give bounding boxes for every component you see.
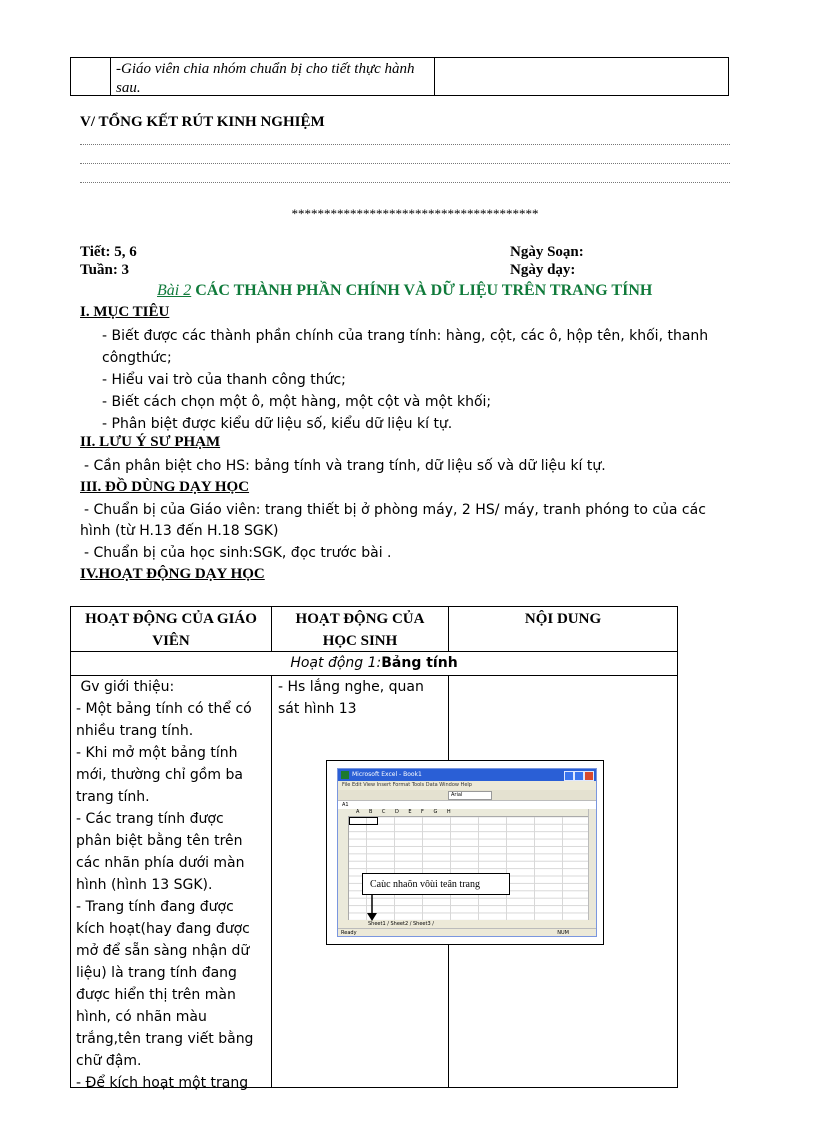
header-gv-line: VIÊN xyxy=(152,633,190,649)
hs-line: sát hình 13 xyxy=(278,701,357,717)
dotted-line xyxy=(80,182,730,183)
table-divider xyxy=(271,675,272,1087)
excel-window-title: Microsoft Excel - Book1 xyxy=(352,771,422,778)
do-dung-line: hình (từ H.13 đến H.18 SGK) xyxy=(80,523,279,539)
do-dung-heading: III. ĐỒ DÙNG DẠY HỌC xyxy=(80,479,250,495)
sheet-tab-callout: Caùc nhaõn vôùi teân trang xyxy=(362,873,510,895)
do-dung-line: - Chuẩn bị của học sinh:SGK, đọc trước bài . xyxy=(84,545,392,561)
excel-status-right: NUM xyxy=(557,930,569,936)
minimize-icon xyxy=(564,771,574,781)
gv-line: mới, thường chỉ gồm ba xyxy=(76,767,243,783)
excel-status-bar xyxy=(338,928,597,937)
top-table xyxy=(70,57,729,96)
excel-row-headers xyxy=(338,816,349,920)
hs-line: - Hs lắng nghe, quan xyxy=(278,679,424,695)
tiet-label: Tiết: 5, 6 xyxy=(80,244,137,260)
excel-status-left: Ready xyxy=(341,930,357,936)
maximize-icon xyxy=(574,771,584,781)
gv-line: - Một bảng tính có thể có xyxy=(76,701,252,717)
header-gv-line: HOẠT ĐỘNG CỦA GIÁO xyxy=(85,611,257,627)
gv-line: - Trang tính đang được xyxy=(76,899,234,915)
header-hs-line: HOẠT ĐỘNG CỦA xyxy=(295,611,425,627)
gv-line: - Để kích hoạt một trang xyxy=(76,1075,249,1091)
section-5-title: V/ TỔNG KẾT RÚT KINH NGHIỆM xyxy=(80,114,325,130)
gv-line: các nhãn phía dưới màn xyxy=(76,855,245,871)
luu-y-heading: II. LƯU Ý SƯ PHẠM xyxy=(80,434,221,450)
excel-column-labels: A B C D E F G H xyxy=(356,809,451,815)
tuan-label: Tuần: 3 xyxy=(80,262,130,278)
gv-line: nhiều trang tính. xyxy=(76,723,194,739)
activity-name: Bảng tính xyxy=(381,655,458,671)
activity-label: Hoạt động 1: xyxy=(290,655,382,671)
gv-line: trang tính. xyxy=(76,789,150,805)
muc-tieu-item: côngthức; xyxy=(102,350,172,366)
close-icon xyxy=(584,771,594,781)
muc-tieu-item: - Hiểu vai trò của thanh công thức; xyxy=(102,372,346,388)
gv-line: trắng,tên trang viết bằng xyxy=(76,1031,254,1047)
lesson-number: Bài 2 xyxy=(157,282,192,299)
gv-line: hình (hình 13 SGK). xyxy=(76,877,213,893)
gv-line: chữ đậm. xyxy=(76,1053,142,1069)
muc-tieu-item: - Biết cách chọn một ô, một hàng, một cột và một khối; xyxy=(102,394,492,410)
excel-active-cell xyxy=(349,817,378,825)
star-divider: ************************************** xyxy=(291,206,539,221)
do-dung-line: - Chuẩn bị của Giáo viên: trang thiết bị ở phòng máy, 2 HS/ máy, tranh phóng to của các xyxy=(84,502,706,518)
lesson-title-text: CÁC THÀNH PHẦN CHÍNH VÀ DỮ LIỆU TRÊN TRANG TÍNH xyxy=(195,282,653,299)
muc-tieu-heading: I. MỤC TIÊU xyxy=(80,304,170,320)
excel-menu-bar: File Edit View Insert Format Tools Data Window Help xyxy=(342,782,472,788)
header-noi-dung: NỘI DUNG xyxy=(524,611,602,627)
excel-column-headers xyxy=(338,809,588,817)
excel-font-box: Arial xyxy=(448,791,492,800)
header-hs xyxy=(272,608,448,652)
ngay-day-label: Ngày dạy: xyxy=(510,262,576,278)
top-table-cell-2 xyxy=(111,58,435,95)
header-hs-line: HỌC SINH xyxy=(322,633,398,649)
excel-toolbar xyxy=(338,790,596,800)
gv-line: hình, có nhãn màu xyxy=(76,1009,207,1025)
activity-row xyxy=(71,652,677,674)
excel-app-icon xyxy=(341,771,349,779)
callout-arrow-icon xyxy=(366,894,378,922)
lesson-title xyxy=(157,282,652,300)
ngay-soan-label: Ngày Soạn: xyxy=(510,244,584,260)
muc-tieu-item: - Biết được các thành phần chính của trang tính: hàng, cột, các ô, hộp tên, khối, thanh xyxy=(102,328,709,344)
gv-column xyxy=(76,676,270,1094)
excel-name-box: A1 xyxy=(342,802,349,808)
excel-scrollbar xyxy=(588,809,597,920)
gv-line: Gv giới thiệu: xyxy=(76,679,175,695)
gv-line: kích hoạt(hay đang được xyxy=(76,921,250,937)
gv-line: - Các trang tính được xyxy=(76,811,224,827)
header-gv xyxy=(71,608,271,652)
hs-column xyxy=(278,676,446,720)
gv-line: mở để sẵn sàng nhận dữ xyxy=(76,943,250,959)
dotted-line xyxy=(80,144,730,145)
top-table-cell-1 xyxy=(71,58,111,95)
dotted-line xyxy=(80,163,730,164)
gv-line: được hiển thị trên màn xyxy=(76,987,236,1003)
luu-y-text: - Cần phân biệt cho HS: bảng tính và trang tính, dữ liệu số và dữ liệu kí tự. xyxy=(84,458,606,474)
top-table-text: -Giáo viên chia nhóm chuẩn bị cho tiết thực hành sau. xyxy=(116,61,415,96)
gv-line: liệu) là trang tính đang xyxy=(76,965,237,981)
hoat-dong-heading: IV.HOẠT ĐỘNG DẠY HỌC xyxy=(80,566,265,582)
muc-tieu-item: - Phân biệt được kiểu dữ liệu số, kiểu dữ liệu kí tự. xyxy=(102,416,453,432)
gv-line: phân biệt bằng tên trên xyxy=(76,833,243,849)
gv-line: - Khi mở một bảng tính xyxy=(76,745,238,761)
excel-sheet-tab-labels: Sheet1 / Sheet2 / Sheet3 / xyxy=(368,921,434,927)
excel-title-bar xyxy=(338,769,596,781)
